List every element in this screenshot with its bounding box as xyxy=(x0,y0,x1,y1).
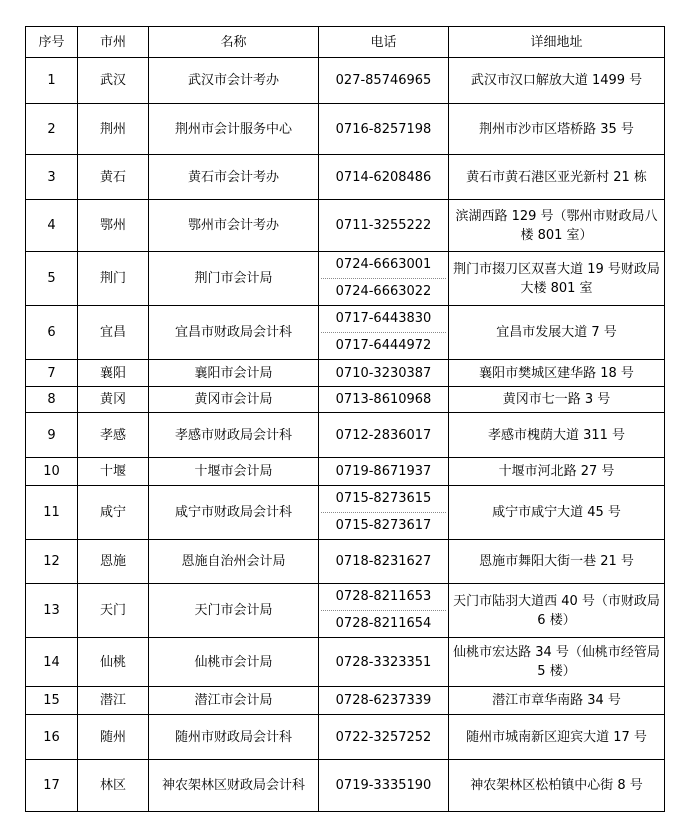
cell-number: 7 xyxy=(26,360,78,387)
cell-city: 宜昌 xyxy=(78,306,149,360)
cell-phone xyxy=(319,638,449,687)
cell-address: 孝感市槐荫大道 311 号 xyxy=(449,413,665,458)
cell-address: 滨湖西路 129 号（鄂州市财政局八楼 801 室） xyxy=(449,200,665,252)
cell-city: 襄阳 xyxy=(78,360,149,387)
phone-number: 0724-6663001 xyxy=(321,252,446,279)
phone-number: 0728-6237339 xyxy=(335,693,432,708)
header-address: 详细地址 xyxy=(449,27,665,58)
phone-number: 0719-8671937 xyxy=(335,464,432,479)
table-header-row xyxy=(26,27,665,58)
cell-name: 黄冈市会计局 xyxy=(149,387,319,413)
table-row xyxy=(26,486,665,540)
cell-address: 襄阳市樊城区建华路 18 号 xyxy=(449,360,665,387)
accounting-office-table xyxy=(25,26,665,812)
phone-number: 0719-3335190 xyxy=(335,778,432,793)
cell-city: 林区 xyxy=(78,760,149,812)
cell-number: 9 xyxy=(26,413,78,458)
cell-address: 十堰市河北路 27 号 xyxy=(449,458,665,486)
table-row xyxy=(26,387,665,413)
phone-number: 0710-3230387 xyxy=(335,365,432,381)
cell-address: 宜昌市发展大道 7 号 xyxy=(449,306,665,360)
table-row xyxy=(26,306,665,360)
cell-address: 黄石市黄石港区亚光新村 21 栋 xyxy=(449,155,665,200)
phone-number: 0715-8273617 xyxy=(335,518,432,533)
phone-number: 0714-6208486 xyxy=(335,169,432,185)
cell-phone xyxy=(319,413,449,458)
cell-address: 天门市陆羽大道西 40 号（市财政局 6 楼） xyxy=(449,584,665,638)
phone-number: 0724-6663022 xyxy=(335,284,432,299)
cell-city: 黄石 xyxy=(78,155,149,200)
cell-number: 12 xyxy=(26,540,78,584)
cell-address: 恩施市舞阳大街一巷 21 号 xyxy=(449,540,665,584)
phone-number: 0712-2836017 xyxy=(335,427,432,443)
cell-city: 恩施 xyxy=(78,540,149,584)
cell-address: 潜江市章华南路 34 号 xyxy=(449,687,665,715)
cell-address: 随州市城南新区迎宾大道 17 号 xyxy=(449,715,665,760)
cell-number: 4 xyxy=(26,200,78,252)
table-row xyxy=(26,584,665,638)
cell-city: 黄冈 xyxy=(78,387,149,413)
cell-number: 6 xyxy=(26,306,78,360)
cell-phone xyxy=(319,540,449,584)
phone-number: 0728-3323351 xyxy=(335,654,432,670)
phone-number: 0728-8211654 xyxy=(335,616,432,631)
cell-name: 荆门市会计局 xyxy=(149,252,319,306)
cell-name: 仙桃市会计局 xyxy=(149,638,319,687)
table-row xyxy=(26,540,665,584)
cell-name: 武汉市会计考办 xyxy=(149,58,319,104)
table-row xyxy=(26,200,665,252)
cell-number: 10 xyxy=(26,458,78,486)
phone-number: 0711-3255222 xyxy=(335,218,432,233)
cell-phone xyxy=(319,306,449,360)
table-row xyxy=(26,760,665,812)
cell-number: 8 xyxy=(26,387,78,413)
cell-phone xyxy=(319,687,449,715)
cell-phone xyxy=(319,104,449,155)
cell-phone xyxy=(319,155,449,200)
cell-address: 神农架林区松柏镇中心街 8 号 xyxy=(449,760,665,812)
cell-phone xyxy=(319,387,449,413)
table-row xyxy=(26,360,665,387)
cell-address: 仙桃市宏达路 34 号（仙桃市经管局 5 楼） xyxy=(449,638,665,687)
phone-number: 0722-3257252 xyxy=(335,729,432,745)
table-row xyxy=(26,413,665,458)
table-row xyxy=(26,58,665,104)
cell-phone xyxy=(319,584,449,638)
cell-phone xyxy=(319,458,449,486)
table-row xyxy=(26,687,665,715)
cell-number: 3 xyxy=(26,155,78,200)
cell-city: 荆门 xyxy=(78,252,149,306)
cell-phone xyxy=(319,252,449,306)
phone-number: 0713-8610968 xyxy=(335,392,432,407)
cell-name: 随州市财政局会计科 xyxy=(149,715,319,760)
cell-address: 荆门市掇刀区双喜大道 19 号财政局大楼 801 室 xyxy=(449,252,665,306)
table-row xyxy=(26,638,665,687)
phone-number: 027-85746965 xyxy=(335,73,432,88)
cell-name: 神农架林区财政局会计科 xyxy=(149,760,319,812)
cell-address: 武汉市汉口解放大道 1499 号 xyxy=(449,58,665,104)
table-row xyxy=(26,715,665,760)
cell-city: 仙桃 xyxy=(78,638,149,687)
cell-number: 5 xyxy=(26,252,78,306)
cell-city: 随州 xyxy=(78,715,149,760)
table-body xyxy=(26,58,665,812)
cell-address: 黄冈市七一路 3 号 xyxy=(449,387,665,413)
cell-name: 十堰市会计局 xyxy=(149,458,319,486)
cell-name: 鄂州市会计考办 xyxy=(149,200,319,252)
cell-city: 武汉 xyxy=(78,58,149,104)
header-name: 名称 xyxy=(149,27,319,58)
cell-city: 鄂州 xyxy=(78,200,149,252)
cell-number: 14 xyxy=(26,638,78,687)
phone-number: 0717-6443830 xyxy=(321,306,446,333)
table-row xyxy=(26,458,665,486)
cell-phone xyxy=(319,486,449,540)
cell-name: 宜昌市财政局会计科 xyxy=(149,306,319,360)
cell-number: 1 xyxy=(26,58,78,104)
cell-number: 2 xyxy=(26,104,78,155)
cell-phone xyxy=(319,715,449,760)
cell-city: 天门 xyxy=(78,584,149,638)
cell-number: 16 xyxy=(26,715,78,760)
cell-address: 咸宁市咸宁大道 45 号 xyxy=(449,486,665,540)
cell-name: 黄石市会计考办 xyxy=(149,155,319,200)
cell-city: 荆州 xyxy=(78,104,149,155)
phone-number: 0718-8231627 xyxy=(335,554,432,569)
cell-number: 15 xyxy=(26,687,78,715)
cell-phone xyxy=(319,200,449,252)
cell-city: 潜江 xyxy=(78,687,149,715)
cell-number: 13 xyxy=(26,584,78,638)
header-phone: 电话 xyxy=(319,27,449,58)
cell-address: 荆州市沙市区塔桥路 35 号 xyxy=(449,104,665,155)
cell-name: 咸宁市财政局会计科 xyxy=(149,486,319,540)
cell-name: 天门市会计局 xyxy=(149,584,319,638)
table-row xyxy=(26,155,665,200)
header-number: 序号 xyxy=(26,27,78,58)
cell-name: 恩施自治州会计局 xyxy=(149,540,319,584)
cell-name: 孝感市财政局会计科 xyxy=(149,413,319,458)
cell-phone xyxy=(319,760,449,812)
cell-phone xyxy=(319,360,449,387)
table-row xyxy=(26,252,665,306)
cell-city: 十堰 xyxy=(78,458,149,486)
table-row xyxy=(26,104,665,155)
cell-city: 孝感 xyxy=(78,413,149,458)
cell-name: 襄阳市会计局 xyxy=(149,360,319,387)
header-city: 市州 xyxy=(78,27,149,58)
cell-number: 17 xyxy=(26,760,78,812)
cell-phone xyxy=(319,58,449,104)
phone-number: 0717-6444972 xyxy=(335,338,432,353)
cell-number: 11 xyxy=(26,486,78,540)
cell-name: 潜江市会计局 xyxy=(149,687,319,715)
phone-number: 0715-8273615 xyxy=(321,486,446,513)
cell-city: 咸宁 xyxy=(78,486,149,540)
phone-number: 0728-8211653 xyxy=(321,584,446,611)
cell-name: 荆州市会计服务中心 xyxy=(149,104,319,155)
phone-number: 0716-8257198 xyxy=(335,121,432,137)
